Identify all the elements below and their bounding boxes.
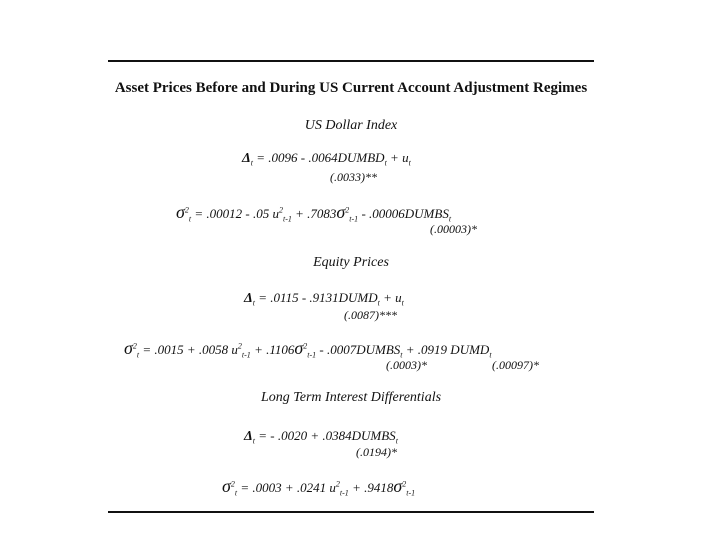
interest-variance-equation: $\sigma^2_t = .0003 + .0241$ $u^2_{t-1} + .9418\sigma^2_{t-1}$ bbox=[222, 476, 416, 498]
interest-mean-equation: $\Delta_t$ = - $.0020 + .0384DUMBS_t$ bbox=[244, 428, 398, 446]
section-heading-equity-prices: Equity Prices bbox=[313, 255, 389, 270]
document-title: Asset Prices Before and During US Current Account Adjustment Regimes bbox=[114, 80, 588, 96]
section-heading-interest-differentials: Long Term Interest Differentials bbox=[260, 390, 442, 405]
dollar-mean-equation: $\Delta_t = .0096$ - $.0064DUMBD_t + u_t$ bbox=[242, 150, 411, 168]
dollar-variance-std-error: (.00003)* bbox=[430, 222, 477, 236]
top-rule bbox=[108, 60, 594, 62]
section-heading-us-dollar-index: US Dollar Index bbox=[304, 118, 398, 133]
dollar-mean-std-error: (.0033)** bbox=[330, 170, 377, 184]
equity-mean-equation: $\Delta_t = .0115$ - $.9131DUMD_t + u_t$ bbox=[244, 290, 404, 308]
dollar-variance-equation: $\sigma^2_t = .00012 - .05$ $u^2_{t-1} + .7083\sigma^2_{t-1}$ - $.00006DUMBS_t$ bbox=[176, 202, 452, 224]
interest-mean-std-error: (.0194)* bbox=[356, 445, 397, 459]
equity-variance-std-error-2: (.00097)* bbox=[492, 358, 539, 372]
bottom-rule bbox=[108, 511, 594, 513]
equity-variance-equation: $\sigma^2_t = .0015 + .0058$ $u^2_{t-1} + .1106\sigma^2_{t-1}$ - $.0007DUMBS_t + .0919$ $DUMD_t$ bbox=[124, 338, 492, 360]
equity-mean-std-error: (.0087)*** bbox=[344, 308, 397, 322]
equity-variance-std-error-1: (.0003)* bbox=[386, 358, 427, 372]
